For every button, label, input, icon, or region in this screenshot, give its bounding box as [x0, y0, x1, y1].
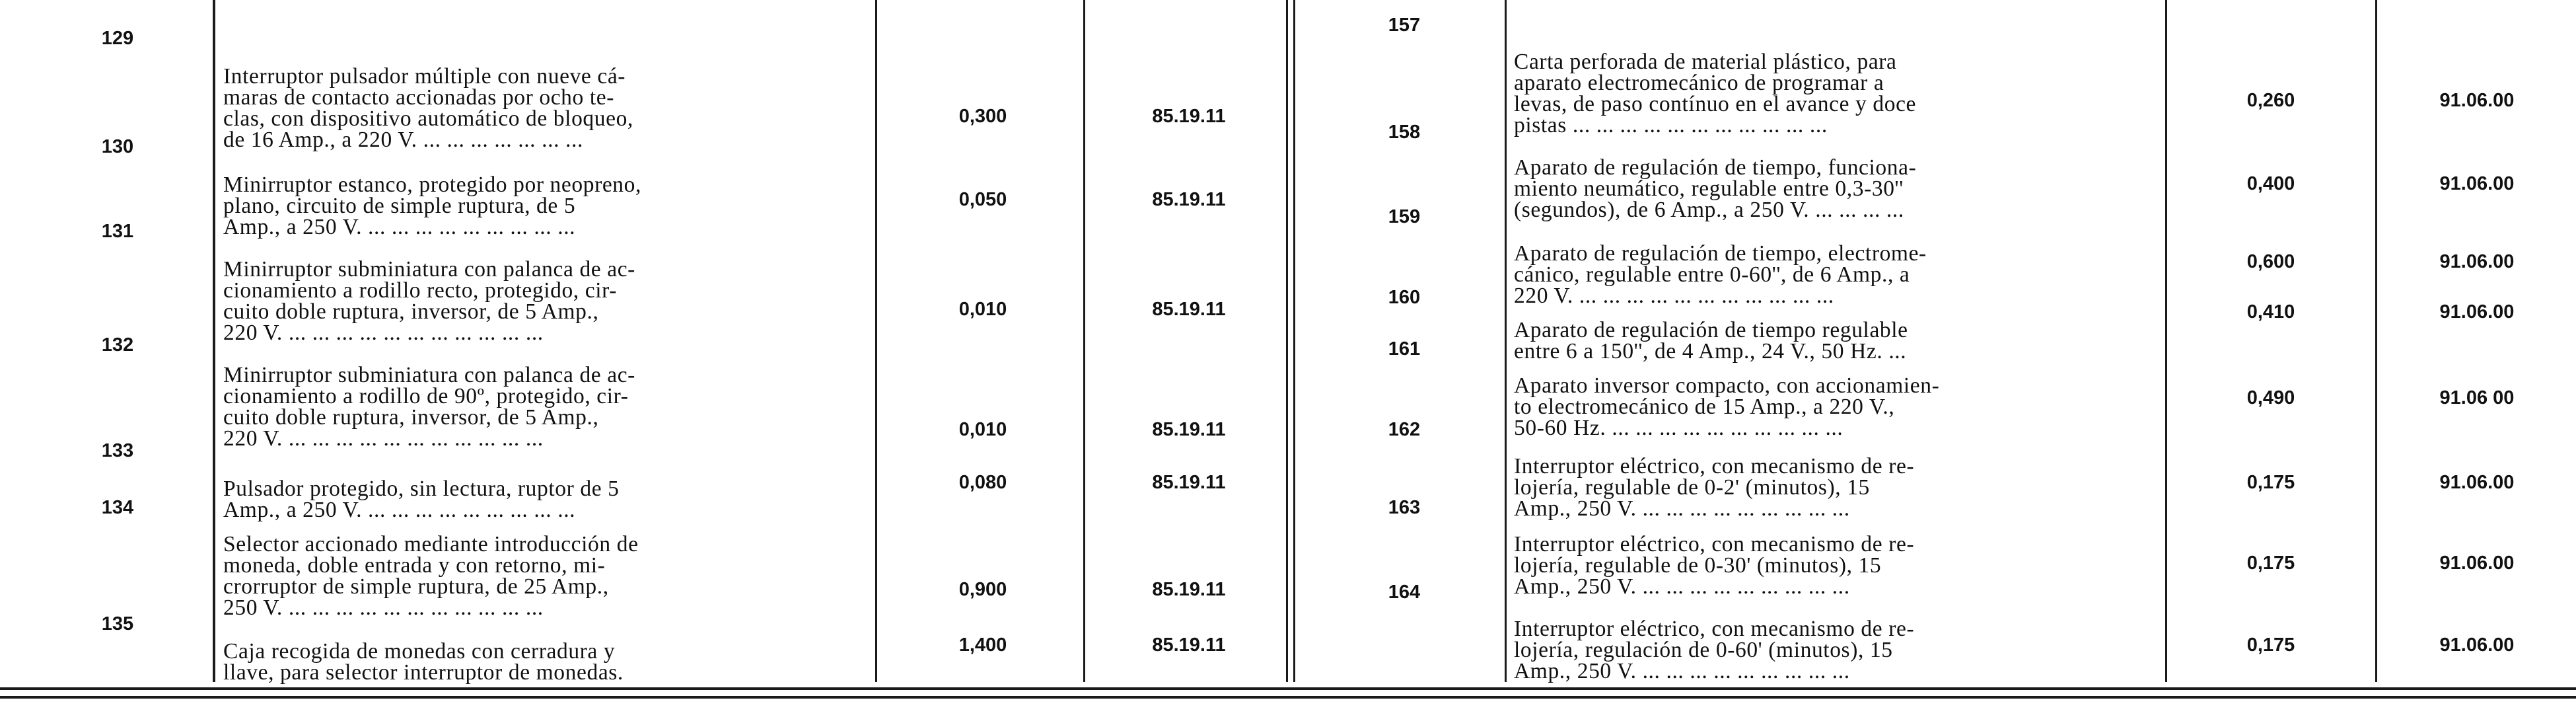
item-description: Interruptor eléctrico, con mecanismo de re- lojería, regulable de 0-2' (minutos), 15 Amp., 250 V. ... ... ... ... ... ... ... ... ...: [1514, 454, 1915, 521]
center-double-rule-b: [1293, 0, 1295, 682]
item-number: 134: [101, 497, 134, 518]
item-weight: 0,260: [2246, 90, 2295, 111]
item-weight: 0,080: [958, 472, 1007, 493]
item-code: 91.06.00: [2439, 553, 2515, 574]
item-code: 85.19.11: [1152, 299, 1226, 320]
item-number: 161: [1388, 338, 1421, 360]
item-number: 133: [101, 440, 134, 461]
item-weight: 0,600: [2246, 251, 2295, 272]
item-number: 159: [1388, 206, 1421, 227]
item-weight: 0,010: [958, 419, 1007, 440]
item-number: 160: [1388, 287, 1421, 308]
item-weight: 0,010: [958, 299, 1007, 320]
item-number: 164: [1388, 582, 1421, 603]
item-description: Interruptor pulsador múltiple con nueve cá- maras de contacto accionadas por ocho te- clas, con dispositivo automático de bloqueo, de 16 Amp., a 220 V. ... ... ... ... ... ... ...: [223, 64, 633, 152]
item-number: 131: [101, 221, 134, 242]
item-code: 91.06.00: [2439, 173, 2515, 194]
left-desc-end-rule: [875, 0, 877, 682]
item-number: 157: [1388, 15, 1421, 36]
item-code: 91.06.00: [2439, 472, 2515, 493]
item-code: 91.06.00: [2439, 634, 2515, 656]
item-weight: 0,410: [2246, 301, 2295, 323]
right-weight-end-rule: [2375, 0, 2377, 682]
item-number: 162: [1388, 419, 1421, 440]
item-code: 85.19.11: [1152, 189, 1226, 210]
item-description: Minirruptor subminiatura con palanca de ac- cionamiento a rodillo de 90º, protegido, cir- cuito doble ruptura, inversor, de 5 Amp., 220 V. ... ... ... ... ... ... ... ... ... ... ...: [223, 363, 635, 451]
item-description: Carta perforada de material plástico, para aparato electromecánico de programar a levas, de paso contínuo en el avance y doce pistas ... ... ... ... ... ... ... ... ... ... ...: [1514, 50, 1917, 137]
item-weight: 0,175: [2246, 472, 2295, 493]
item-weight: 0,490: [2246, 387, 2295, 408]
item-number: 129: [101, 28, 134, 49]
item-number: 130: [101, 136, 134, 157]
item-code: 91.06.00: [2439, 251, 2515, 272]
item-code: 91.06.00: [2439, 90, 2515, 111]
item-weight: 1,400: [958, 634, 1007, 656]
item-description: Aparato de regulación de tiempo, funciona- miento neumático, regulable entre 0,3-30'' (segundos), de 6 Amp., a 250 V. ... ... ... ...: [1514, 155, 1917, 222]
item-code: 85.19.11: [1152, 634, 1226, 656]
item-code: 85.19.11: [1152, 106, 1226, 127]
item-description: Interruptor eléctrico, con mecanismo de re- lojería, regulación de 0-60' (minutos), 15 Amp., 250 V. ... ... ... ... ... ... ... ... ...: [1514, 617, 1915, 683]
item-code: 85.19.11: [1152, 579, 1226, 600]
item-number: 135: [101, 613, 134, 634]
right-desc-end-rule: [2165, 0, 2167, 682]
item-description: Aparato inversor compacto, con accionamien- to electromecánico de 15 Amp., a 220 V., 50-60 Hz. ... ... ... ... ... ... ... ... ... ...: [1514, 373, 1940, 440]
item-weight: 0,400: [2246, 173, 2295, 194]
item-description: Aparato de regulación de tiempo, electrome- cánico, regulable entre 0-60'', de 6 Amp., a 220 V. ... ... ... ... ... ... ... ... ... ... ...: [1514, 241, 1927, 308]
item-weight: 0,175: [2246, 553, 2295, 574]
item-description: Selector accionado mediante introducción de moneda, doble entrada y con retorno, mi- crorruptor de simple ruptura, de 25 Amp., 250 V. ... ... ... ... ... ... ... ... ... ... ...: [223, 532, 639, 620]
item-number: 158: [1388, 122, 1421, 143]
right-desc-rule: [1505, 0, 1507, 682]
item-weight: 0,050: [958, 189, 1007, 210]
item-code: 91.06 00: [2439, 387, 2515, 408]
item-weight: 0,900: [958, 579, 1007, 600]
item-description: Interruptor eléctrico, con mecanismo de re- lojería, regulable de 0-30' (minutos), 15 Amp., 250 V. ... ... ... ... ... ... ... ... ...: [1514, 532, 1915, 599]
item-weight: 0,300: [958, 106, 1007, 127]
left-weight-end-rule: [1083, 0, 1085, 682]
item-code: 85.19.11: [1152, 419, 1226, 440]
item-code: 91.06.00: [2439, 301, 2515, 323]
item-description: Pulsador protegido, sin lectura, ruptor de 5 Amp., a 250 V. ... ... ... ... ... ... ... ... ...: [223, 477, 620, 522]
left-desc-rule: [213, 0, 215, 682]
item-weight: 0,175: [2246, 634, 2295, 656]
item-description: Minirruptor subminiatura con palanca de ac- cionamiento a rodillo recto, protegido, cir- cuito doble ruptura, inversor, de 5 Amp., 220 V. ... ... ... ... ... ... ... ... ... ... ...: [223, 257, 635, 345]
item-code: 85.19.11: [1152, 472, 1226, 493]
item-description: Caja recogida de monedas con cerradura y llave, para selector interruptor de monedas.: [223, 639, 624, 685]
item-description: Minirruptor estanco, protegido por neopreno, plano, circuito de simple ruptura, de 5 Amp., a 250 V. ... ... ... ... ... ... ... ... ...: [223, 172, 641, 239]
item-description: Aparato de regulación de tiempo regulable entre 6 a 150'', de 4 Amp., 24 V., 50 Hz. ...: [1514, 318, 1908, 364]
item-number: 132: [101, 334, 134, 356]
item-number: 163: [1388, 497, 1421, 518]
